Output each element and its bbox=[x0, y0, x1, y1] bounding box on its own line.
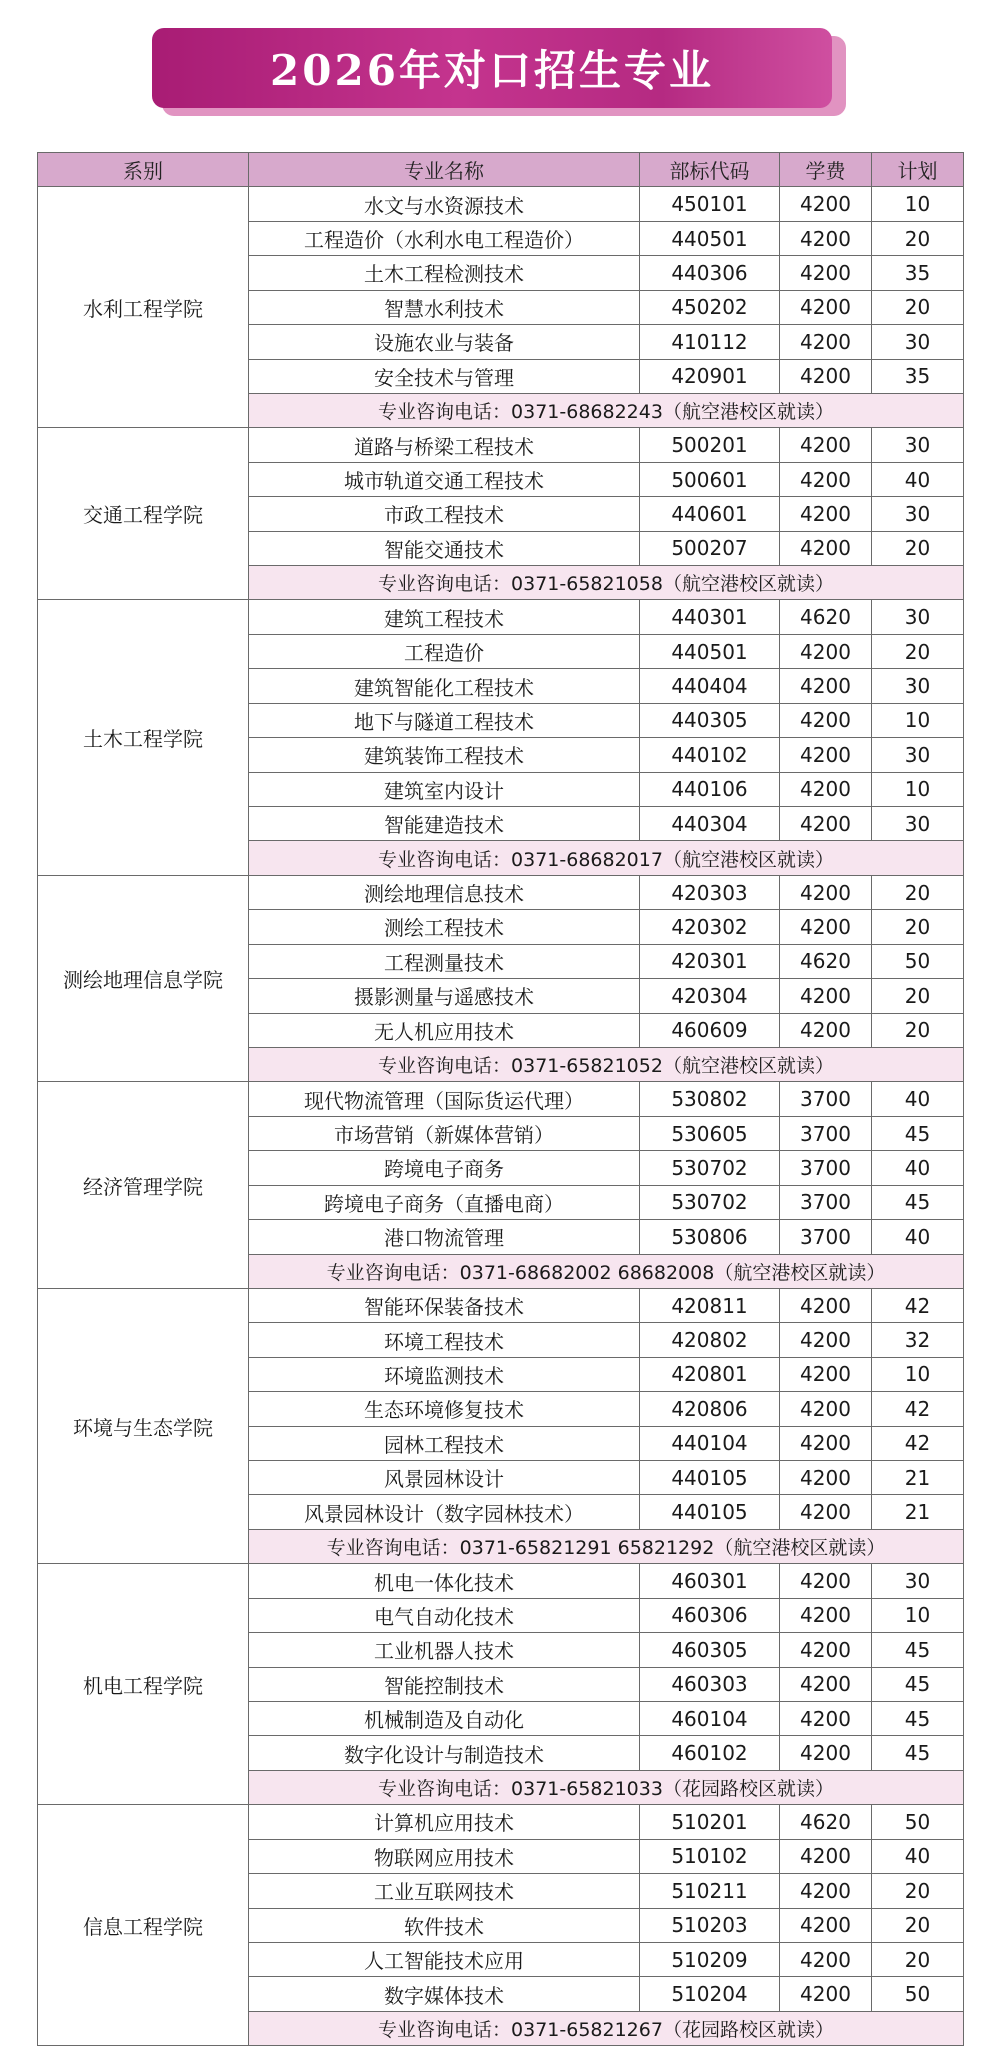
major-fee: 4200 bbox=[780, 1701, 872, 1735]
major-code: 500601 bbox=[640, 462, 780, 496]
major-plan: 42 bbox=[872, 1426, 964, 1460]
major-plan: 30 bbox=[872, 325, 964, 359]
major-plan: 45 bbox=[872, 1736, 964, 1770]
major-name: 工程测量技术 bbox=[249, 944, 640, 978]
major-fee: 4200 bbox=[780, 531, 872, 565]
major-code: 440501 bbox=[640, 221, 780, 255]
major-name: 无人机应用技术 bbox=[249, 1013, 640, 1047]
table-row bbox=[38, 1564, 964, 1598]
major-code: 450101 bbox=[640, 187, 780, 221]
major-name: 设施农业与装备 bbox=[249, 325, 640, 359]
major-code: 460104 bbox=[640, 1701, 780, 1735]
major-plan: 21 bbox=[872, 1495, 964, 1529]
major-plan: 45 bbox=[872, 1701, 964, 1735]
major-code: 530702 bbox=[640, 1185, 780, 1219]
major-code: 420302 bbox=[640, 910, 780, 944]
header-department: 系别 bbox=[38, 153, 249, 187]
major-fee: 4200 bbox=[780, 1908, 872, 1942]
major-plan: 20 bbox=[872, 221, 964, 255]
major-plan: 42 bbox=[872, 1288, 964, 1322]
major-plan: 20 bbox=[872, 979, 964, 1013]
consult-phone: 专业咨询电话：0371-68682017（航空港校区就读） bbox=[249, 841, 964, 875]
major-plan: 40 bbox=[872, 1082, 964, 1116]
major-code: 450202 bbox=[640, 290, 780, 324]
major-code: 460102 bbox=[640, 1736, 780, 1770]
major-name: 建筑室内设计 bbox=[249, 772, 640, 806]
major-fee: 4200 bbox=[780, 1564, 872, 1598]
major-fee: 4200 bbox=[780, 1942, 872, 1976]
major-fee: 4200 bbox=[780, 359, 872, 393]
header-row bbox=[38, 153, 964, 187]
department-name: 土木工程学院 bbox=[38, 600, 249, 875]
major-plan: 32 bbox=[872, 1323, 964, 1357]
major-fee: 4200 bbox=[780, 1839, 872, 1873]
major-name: 建筑智能化工程技术 bbox=[249, 669, 640, 703]
major-plan: 50 bbox=[872, 1977, 964, 2011]
major-name: 风景园林设计（数字园林技术） bbox=[249, 1495, 640, 1529]
major-plan: 30 bbox=[872, 807, 964, 841]
major-fee: 3700 bbox=[780, 1220, 872, 1254]
major-plan: 30 bbox=[872, 600, 964, 634]
major-name: 跨境电子商务（直播电商） bbox=[249, 1185, 640, 1219]
major-code: 460609 bbox=[640, 1013, 780, 1047]
major-name: 建筑装饰工程技术 bbox=[249, 738, 640, 772]
major-code: 420303 bbox=[640, 875, 780, 909]
major-plan: 45 bbox=[872, 1185, 964, 1219]
major-code: 440105 bbox=[640, 1495, 780, 1529]
header-plan: 计划 bbox=[872, 153, 964, 187]
table-row bbox=[38, 875, 964, 909]
major-code: 440105 bbox=[640, 1461, 780, 1495]
major-fee: 4200 bbox=[780, 738, 872, 772]
major-code: 510211 bbox=[640, 1874, 780, 1908]
department-name: 机电工程学院 bbox=[38, 1564, 249, 1805]
major-plan: 20 bbox=[872, 910, 964, 944]
major-code: 410112 bbox=[640, 325, 780, 359]
major-fee: 4200 bbox=[780, 1392, 872, 1426]
major-fee: 4200 bbox=[780, 1357, 872, 1391]
major-fee: 4200 bbox=[780, 1667, 872, 1701]
major-name: 市政工程技术 bbox=[249, 497, 640, 531]
major-code: 440305 bbox=[640, 703, 780, 737]
major-plan: 40 bbox=[872, 1151, 964, 1185]
major-code: 440306 bbox=[640, 256, 780, 290]
major-code: 510201 bbox=[640, 1805, 780, 1839]
header-major-name: 专业名称 bbox=[249, 153, 640, 187]
major-name: 工业机器人技术 bbox=[249, 1633, 640, 1667]
major-plan: 50 bbox=[872, 1805, 964, 1839]
major-fee: 4200 bbox=[780, 1461, 872, 1495]
major-plan: 50 bbox=[872, 944, 964, 978]
major-code: 420806 bbox=[640, 1392, 780, 1426]
major-plan: 20 bbox=[872, 531, 964, 565]
major-name: 物联网应用技术 bbox=[249, 1839, 640, 1873]
major-fee: 4200 bbox=[780, 669, 872, 703]
header-code: 部标代码 bbox=[640, 153, 780, 187]
major-fee: 4200 bbox=[780, 979, 872, 1013]
major-plan: 20 bbox=[872, 290, 964, 324]
major-name: 数字化设计与制造技术 bbox=[249, 1736, 640, 1770]
major-fee: 4200 bbox=[780, 1977, 872, 2011]
major-name: 市场营销（新媒体营销） bbox=[249, 1116, 640, 1150]
major-fee: 3700 bbox=[780, 1116, 872, 1150]
major-plan: 20 bbox=[872, 634, 964, 668]
major-code: 500201 bbox=[640, 428, 780, 462]
major-code: 460303 bbox=[640, 1667, 780, 1701]
major-name: 摄影测量与遥感技术 bbox=[249, 979, 640, 1013]
major-plan: 40 bbox=[872, 462, 964, 496]
major-plan: 40 bbox=[872, 1220, 964, 1254]
major-name: 测绘地理信息技术 bbox=[249, 875, 640, 909]
table-body bbox=[38, 187, 964, 2046]
major-code: 530802 bbox=[640, 1082, 780, 1116]
major-plan: 10 bbox=[872, 772, 964, 806]
major-name: 风景园林设计 bbox=[249, 1461, 640, 1495]
major-plan: 20 bbox=[872, 1013, 964, 1047]
major-code: 510203 bbox=[640, 1908, 780, 1942]
major-fee: 4200 bbox=[780, 1495, 872, 1529]
major-name: 跨境电子商务 bbox=[249, 1151, 640, 1185]
major-plan: 30 bbox=[872, 669, 964, 703]
major-code: 420811 bbox=[640, 1288, 780, 1322]
major-code: 420901 bbox=[640, 359, 780, 393]
major-code: 420802 bbox=[640, 1323, 780, 1357]
major-code: 530806 bbox=[640, 1220, 780, 1254]
major-name: 现代物流管理（国际货运代理） bbox=[249, 1082, 640, 1116]
consult-phone: 专业咨询电话：0371-65821291 65821292（航空港校区就读） bbox=[249, 1529, 964, 1563]
major-name: 道路与桥梁工程技术 bbox=[249, 428, 640, 462]
major-name: 环境监测技术 bbox=[249, 1357, 640, 1391]
table-row bbox=[38, 600, 964, 634]
major-name: 数字媒体技术 bbox=[249, 1977, 640, 2011]
major-code: 460306 bbox=[640, 1598, 780, 1632]
major-fee: 4200 bbox=[780, 325, 872, 359]
major-plan: 35 bbox=[872, 256, 964, 290]
major-code: 460305 bbox=[640, 1633, 780, 1667]
major-name: 机械制造及自动化 bbox=[249, 1701, 640, 1735]
major-name: 软件技术 bbox=[249, 1908, 640, 1942]
major-plan: 10 bbox=[872, 187, 964, 221]
major-code: 500207 bbox=[640, 531, 780, 565]
major-fee: 4200 bbox=[780, 256, 872, 290]
major-code: 530605 bbox=[640, 1116, 780, 1150]
major-plan: 40 bbox=[872, 1839, 964, 1873]
major-fee: 4200 bbox=[780, 703, 872, 737]
header-fee: 学费 bbox=[780, 153, 872, 187]
department-name: 环境与生态学院 bbox=[38, 1288, 249, 1563]
major-code: 440106 bbox=[640, 772, 780, 806]
major-plan: 30 bbox=[872, 497, 964, 531]
department-name: 交通工程学院 bbox=[38, 428, 249, 600]
major-fee: 4200 bbox=[780, 1323, 872, 1357]
major-name: 城市轨道交通工程技术 bbox=[249, 462, 640, 496]
major-fee: 4200 bbox=[780, 1013, 872, 1047]
table-row bbox=[38, 1288, 964, 1322]
major-name: 地下与隧道工程技术 bbox=[249, 703, 640, 737]
major-code: 460301 bbox=[640, 1564, 780, 1598]
major-fee: 4200 bbox=[780, 1598, 872, 1632]
major-fee: 4200 bbox=[780, 462, 872, 496]
major-name: 环境工程技术 bbox=[249, 1323, 640, 1357]
major-plan: 45 bbox=[872, 1633, 964, 1667]
table-row bbox=[38, 1082, 964, 1116]
major-fee: 4200 bbox=[780, 1426, 872, 1460]
major-fee: 4200 bbox=[780, 634, 872, 668]
consult-phone: 专业咨询电话：0371-65821033（花园路校区就读） bbox=[249, 1770, 964, 1804]
major-fee: 4620 bbox=[780, 600, 872, 634]
major-fee: 4200 bbox=[780, 187, 872, 221]
major-name: 土木工程检测技术 bbox=[249, 256, 640, 290]
major-fee: 4200 bbox=[780, 1288, 872, 1322]
banner-background bbox=[152, 28, 832, 108]
department-name: 测绘地理信息学院 bbox=[38, 875, 249, 1082]
major-code: 420304 bbox=[640, 979, 780, 1013]
major-name: 智能环保装备技术 bbox=[249, 1288, 640, 1322]
major-plan: 30 bbox=[872, 428, 964, 462]
major-code: 510209 bbox=[640, 1942, 780, 1976]
major-code: 510204 bbox=[640, 1977, 780, 2011]
major-name: 工程造价（水利水电工程造价） bbox=[249, 221, 640, 255]
major-plan: 20 bbox=[872, 1908, 964, 1942]
department-name: 经济管理学院 bbox=[38, 1082, 249, 1289]
major-code: 440304 bbox=[640, 807, 780, 841]
major-code: 440404 bbox=[640, 669, 780, 703]
major-plan: 30 bbox=[872, 1564, 964, 1598]
major-plan: 20 bbox=[872, 1942, 964, 1976]
major-name: 安全技术与管理 bbox=[249, 359, 640, 393]
major-code: 510102 bbox=[640, 1839, 780, 1873]
major-name: 人工智能技术应用 bbox=[249, 1942, 640, 1976]
major-name: 港口物流管理 bbox=[249, 1220, 640, 1254]
table-row bbox=[38, 428, 964, 462]
major-fee: 4200 bbox=[780, 1633, 872, 1667]
major-code: 440501 bbox=[640, 634, 780, 668]
major-plan: 42 bbox=[872, 1392, 964, 1426]
major-code: 440301 bbox=[640, 600, 780, 634]
major-fee: 4200 bbox=[780, 1736, 872, 1770]
major-fee: 3700 bbox=[780, 1185, 872, 1219]
major-plan: 45 bbox=[872, 1667, 964, 1701]
table-row bbox=[38, 1805, 964, 1839]
major-name: 智慧水利技术 bbox=[249, 290, 640, 324]
majors-table bbox=[37, 152, 964, 2046]
major-code: 440601 bbox=[640, 497, 780, 531]
major-plan: 30 bbox=[872, 738, 964, 772]
major-name: 智能交通技术 bbox=[249, 531, 640, 565]
major-name: 智能建造技术 bbox=[249, 807, 640, 841]
major-plan: 35 bbox=[872, 359, 964, 393]
major-plan: 21 bbox=[872, 1461, 964, 1495]
major-plan: 10 bbox=[872, 1598, 964, 1632]
major-fee: 4620 bbox=[780, 1805, 872, 1839]
major-name: 电气自动化技术 bbox=[249, 1598, 640, 1632]
major-fee: 4200 bbox=[780, 290, 872, 324]
major-name: 测绘工程技术 bbox=[249, 910, 640, 944]
major-fee: 4200 bbox=[780, 428, 872, 462]
major-plan: 20 bbox=[872, 1874, 964, 1908]
major-fee: 4620 bbox=[780, 944, 872, 978]
major-plan: 10 bbox=[872, 1357, 964, 1391]
major-name: 工程造价 bbox=[249, 634, 640, 668]
major-code: 530702 bbox=[640, 1151, 780, 1185]
major-fee: 4200 bbox=[780, 221, 872, 255]
major-fee: 3700 bbox=[780, 1082, 872, 1116]
major-fee: 4200 bbox=[780, 497, 872, 531]
major-plan: 20 bbox=[872, 875, 964, 909]
major-code: 440102 bbox=[640, 738, 780, 772]
major-name: 计算机应用技术 bbox=[249, 1805, 640, 1839]
major-fee: 3700 bbox=[780, 1151, 872, 1185]
major-fee: 4200 bbox=[780, 807, 872, 841]
major-name: 工业互联网技术 bbox=[249, 1874, 640, 1908]
major-name: 智能控制技术 bbox=[249, 1667, 640, 1701]
consult-phone: 专业咨询电话：0371-68682002 68682008（航空港校区就读） bbox=[249, 1254, 964, 1288]
major-name: 园林工程技术 bbox=[249, 1426, 640, 1460]
department-name: 水利工程学院 bbox=[38, 187, 249, 428]
major-code: 440104 bbox=[640, 1426, 780, 1460]
consult-phone: 专业咨询电话：0371-68682243（航空港校区就读） bbox=[249, 393, 964, 427]
major-plan: 45 bbox=[872, 1116, 964, 1150]
major-fee: 4200 bbox=[780, 772, 872, 806]
major-plan: 10 bbox=[872, 703, 964, 737]
major-name: 生态环境修复技术 bbox=[249, 1392, 640, 1426]
major-fee: 4200 bbox=[780, 875, 872, 909]
major-name: 建筑工程技术 bbox=[249, 600, 640, 634]
consult-phone: 专业咨询电话：0371-65821267（花园路校区就读） bbox=[249, 2011, 964, 2045]
major-name: 水文与水资源技术 bbox=[249, 187, 640, 221]
department-name: 信息工程学院 bbox=[38, 1805, 249, 2046]
consult-phone: 专业咨询电话：0371-65821052（航空港校区就读） bbox=[249, 1047, 964, 1081]
table-row bbox=[38, 187, 964, 221]
page-title: 2026年对口招生专业 bbox=[270, 46, 714, 95]
title-banner bbox=[152, 28, 842, 116]
major-fee: 4200 bbox=[780, 910, 872, 944]
major-fee: 4200 bbox=[780, 1874, 872, 1908]
major-code: 420801 bbox=[640, 1357, 780, 1391]
consult-phone: 专业咨询电话：0371-65821058（航空港校区就读） bbox=[249, 566, 964, 600]
major-name: 机电一体化技术 bbox=[249, 1564, 640, 1598]
major-code: 420301 bbox=[640, 944, 780, 978]
